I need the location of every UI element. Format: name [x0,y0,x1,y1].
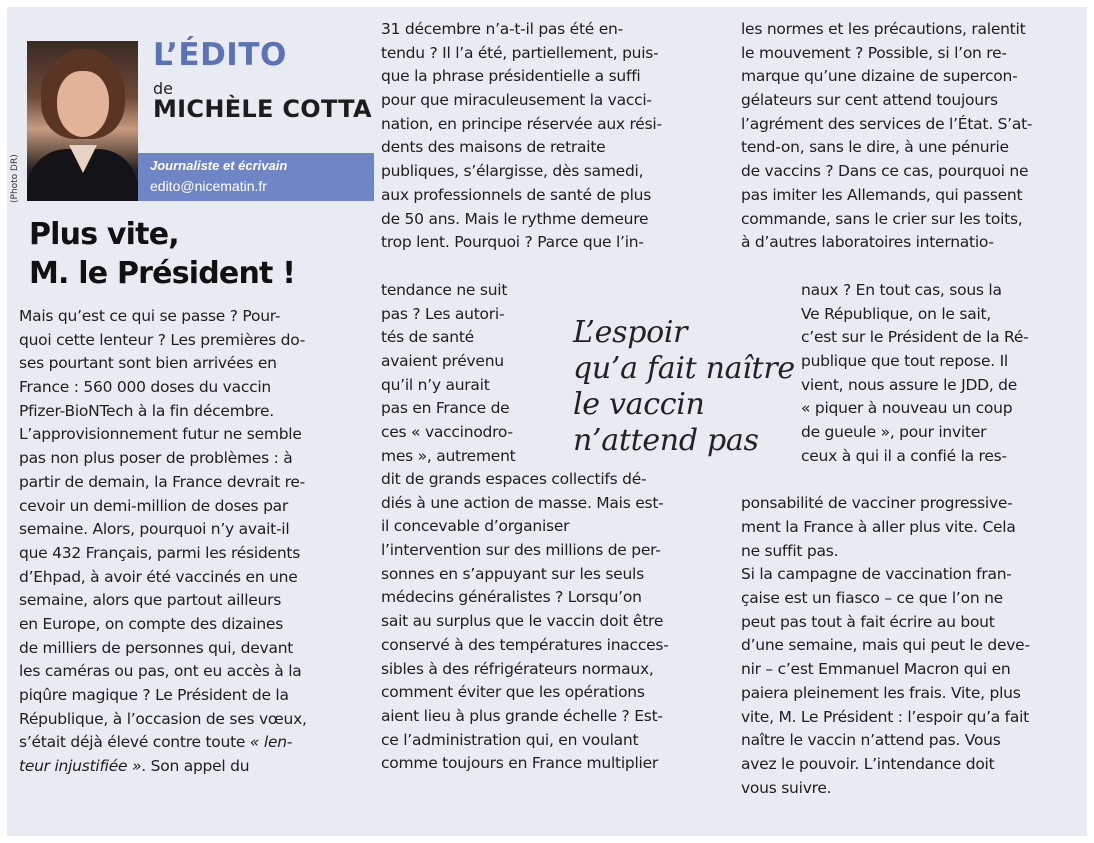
text-line [19,755,307,779]
text-line: partir de demain, la France devrait re- [19,472,305,491]
column-2-bottom [381,468,669,776]
edito-title: L’ÉDITO [153,37,287,73]
text-line: publique que tout repose. Il [801,352,1008,371]
text-line: ceux à qui il a confié la res- [801,446,1007,465]
column-2-middle [381,279,515,469]
text-line [19,731,307,755]
text-line: mes », autrement [381,446,516,465]
text-line: Mais qu’est ce qui se passe ? Pour- [19,307,281,325]
text-line: trop lent. Pourquoi ? Parce que l’in- [381,233,644,252]
photo-credit: (Photo DR) [10,154,20,203]
text-line: dit de grands espaces collectifs dé- [381,470,647,488]
author-email[interactable]: edito@nicematin.fr [150,178,267,194]
text-line: l’intervention sur des millions de per- [381,541,661,560]
text-line: comment éviter que les opérations [381,683,645,702]
text-line: Pfizer-BioNTech à la fin décembre. [19,401,274,420]
text-line: à d’autres laboratoires internatio- [741,233,994,252]
text-line: dents des maisons de retraite [381,138,606,157]
text-line: de 50 ans. Mais le rythme demeure [381,209,649,228]
editorial-page [7,7,1087,836]
text-line: ment la France à aller plus vite. Cela [741,518,1016,536]
text-line: nation, en principe réservée aux rési- [381,114,662,133]
text-line: naître le vaccin n’attend pas. Vous [741,731,1001,750]
text-line: pas imiter les Allemands, qui passent [741,185,1023,204]
quote-fragment: teur injustifiée » [19,757,142,776]
text-line: marque qu’une dizaine de supercon- [741,67,1018,86]
text-line: semaine. Alors, pourquoi n’y avait-il [19,520,290,539]
text-line: de gueule », pour inviter [801,423,987,442]
pullquote [573,315,795,459]
text-line: gélateurs sur cent attend toujours [741,91,998,110]
text-line: peut pas tout à fait écrire au bout [741,612,995,631]
text-line: c’est sur le Président de la Ré- [801,328,1029,347]
text-line: sonnes en s’appuyant sur les seuls [381,564,644,583]
text-line: semaine, alors que partout ailleurs [19,591,282,610]
text-line: que la phrase présidentielle a suffi [381,67,641,86]
author-photo [27,41,138,201]
column-1 [19,305,307,779]
text-line: pas non plus poser de problèmes : à [19,449,293,468]
text-line: de milliers de personnes qui, devant [19,638,294,657]
text-line: Si la campagne de vaccination fran- [741,565,1012,584]
text-line: il concevable d’organiser [381,517,570,536]
text-line: vous suivre. [741,778,832,797]
text-line: ces « vaccinodro- [381,423,513,442]
text-line: pour que miraculeusement la vacci- [381,91,652,110]
pullquote-line: le vaccin [573,387,705,422]
text-line: vite, M. Le Président : l’espoir qu’a fait [741,707,1030,726]
text-line: de vaccins ? Dans ce cas, pourquoi ne [741,162,1029,181]
column-3-top [741,18,1032,255]
text-line: aient lieu à plus grande échelle ? Est- [381,706,663,725]
headline [29,215,295,293]
photo-face [57,71,109,137]
text-line: avaient prévenu [381,352,504,371]
column-3-middle [801,279,1029,469]
text-line: ne suffit pas. [741,541,839,560]
text-line: L’approvisionnement futur ne semble [19,425,302,444]
text-line: nir – c’est Emmanuel Macron qui en [741,660,1011,679]
text-line: naux ? En tout cas, sous la [801,281,1002,299]
text-line: tend-on, sans le dire, à une pénurie [741,138,1009,157]
text-line: comme toujours en France multiplier [381,754,659,773]
text-line: quoi cette lenteur ? Les premières do- [19,330,306,349]
pullquote-line: L’espoir [573,315,688,350]
text-line: ce l’administration qui, en voulant [381,730,639,749]
text-line: France : 560 000 doses du vaccin [19,378,272,397]
text-line: que 432 Français, parmi les résidents [19,543,301,562]
author-info-box [138,153,374,201]
text-line: sibles à des réfrigérateurs normaux, [381,659,654,678]
text-line: conservé à des températures inacces- [381,635,669,654]
pullquote-line: qu’a fait naître [573,351,795,386]
text-line: « piquer à nouveau un coup [801,399,1013,418]
text-line: République, à l’occasion de ses vœux, [19,709,307,728]
text-line: pas ? Les autori- [381,304,505,323]
text-line: aux professionnels de santé de plus [381,185,652,204]
text-line: d’Ehpad, à avoir été vaccinés en une [19,567,298,586]
edito-de: de [153,79,173,98]
text-line: les normes et les précautions, ralentit [741,20,1026,38]
text-line: sait au surplus que le vaccin doit être [381,612,664,631]
text-line: çaise est un fiasco – ce que l’on ne [741,589,1003,608]
text-line: ses pourtant sont bien arrivées en [19,354,277,373]
text-line: piqûre magique ? Le Président de la [19,686,289,704]
column-3-rejoin [741,492,1013,516]
text-line: qu’il n’y aurait [381,375,490,394]
headline-line: M. le Président ! [29,256,296,291]
text-fragment: . Son appel du [141,757,250,776]
text-fragment: s’était déjà élevé contre toute [19,733,246,752]
quote-fragment: « len- [249,733,293,752]
text-line: tendu ? Il l’a été, partiellement, puis- [381,43,659,62]
text-line: les caméras ou pas, ont eu accès à la [19,662,302,681]
text-line: en Europe, on compte des dizaines [19,614,284,633]
text-line: pas en France de [381,399,510,418]
text-line: diés à une action de masse. Mais est- [381,493,664,512]
text-line: médecins généralistes ? Lorsqu’on [381,588,642,607]
text-line: tés de santé [381,328,474,347]
pullquote-line: n’attend pas [573,423,759,458]
author-role: Journaliste et écrivain [150,158,288,173]
text-line: 31 décembre n’a-t-il pas été en- [381,20,623,38]
text-line: paiera pleinement les frais. Vite, plus [741,683,1021,702]
headline-line: Plus vite, [29,217,179,252]
column-2-top [381,18,662,255]
text-line: le mouvement ? Possible, si l’on re- [741,43,1007,62]
column-3-bottom [741,516,1030,800]
text-line: l’agrément des services de l’État. S’at- [741,114,1033,133]
text-line: tendance ne suit [381,281,508,299]
text-line: Ve République, on le sait, [801,304,992,323]
text-line: vient, nous assure le JDD, de [801,375,1018,394]
text-line: cevoir un demi-million de doses par [19,496,289,515]
text-line: d’une semaine, mais qui peut le deve- [741,636,1030,655]
text-line: ponsabilité de vacciner progressive- [741,494,1013,512]
text-line: publiques, s’élargisse, dès samedi, [381,162,644,181]
author-name: MICHÈLE COTTA [153,95,372,123]
text-line: commande, sans le crier sur les toits, [741,209,1023,228]
text-line: avez le pouvoir. L’intendance doit [741,754,995,773]
